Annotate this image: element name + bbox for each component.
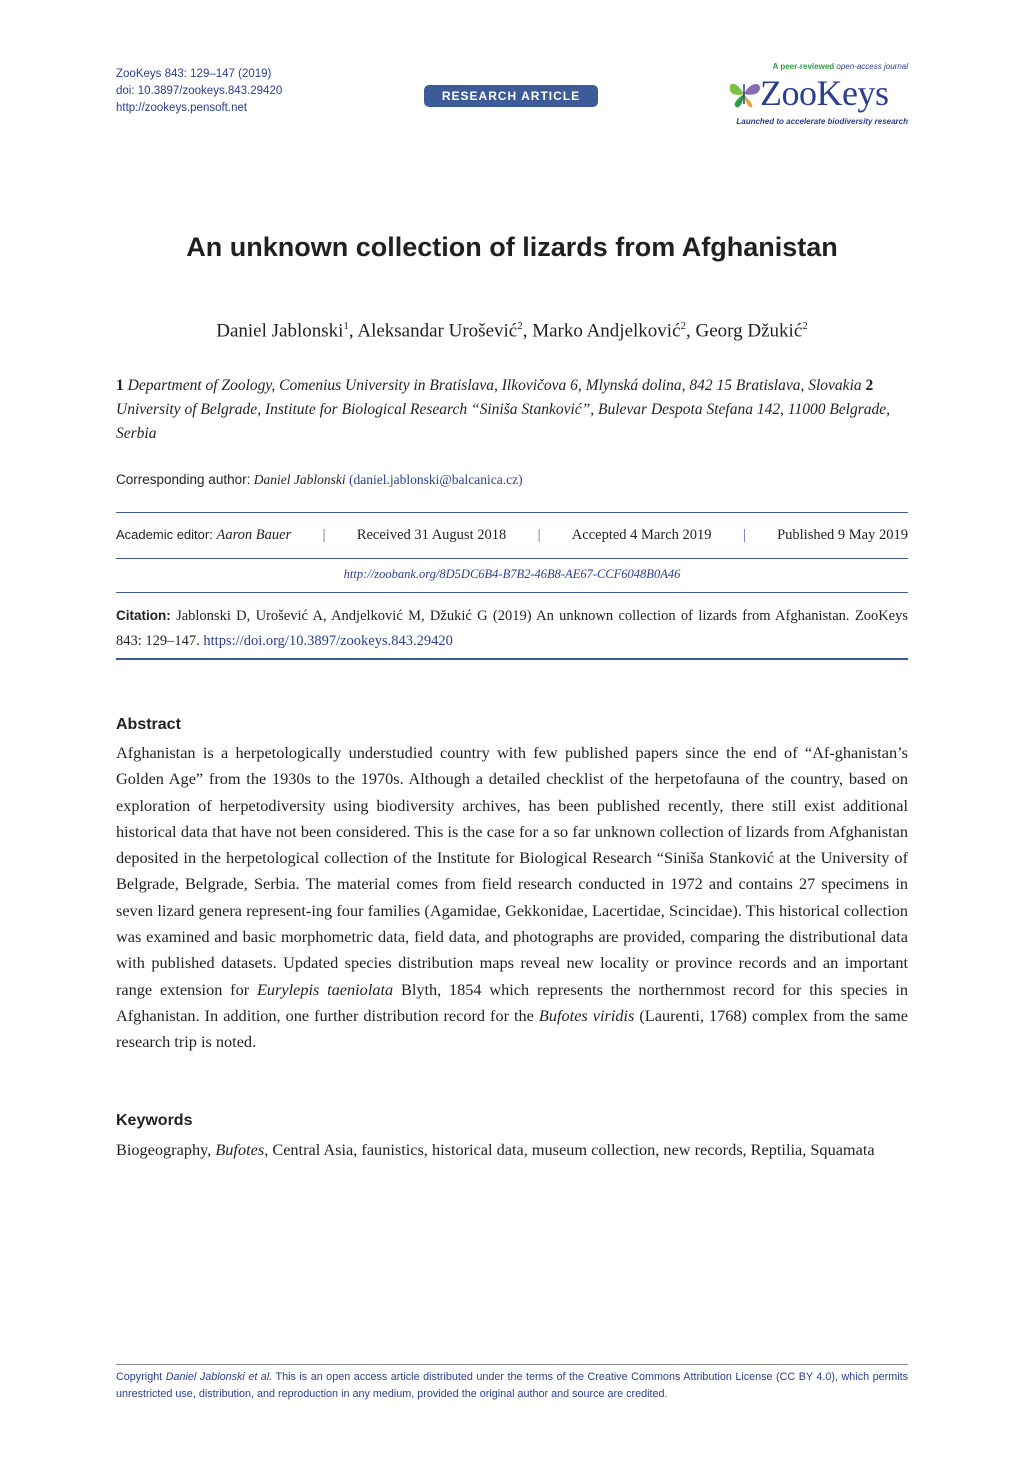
citation-doi-link[interactable]: https://doi.org/10.3897/zookeys.843.29420 [203, 633, 453, 649]
divider [116, 658, 908, 660]
footer-divider [116, 1364, 908, 1365]
abstract-heading: Abstract [116, 716, 181, 733]
zookeys-logo [726, 62, 908, 126]
editor-name: Aaron Bauer [216, 527, 292, 543]
citation [116, 603, 908, 654]
journal-info [116, 66, 282, 117]
author-name: Georg Džukić [695, 320, 803, 342]
copyright-notice: Copyright Daniel Jablonski et al. This is an open access article distributed under the terms of the Creative Commons Attribution License (CC BY 4.0), which permits unrestricted use, distribution, and reproduction in any medium, provided the original author and source are credited. [116, 1371, 909, 1400]
keywords-list: Biogeography, Bufotes, Central Asia, faunistics, historical data, museum collection, new records, Reptilia, Squamata [116, 1140, 875, 1159]
citation-text: Jablonski D, Urošević A, Andjelković M, Džukić G (2019) An unknown collection of lizards from Afghanistan. ZooKeys 843: 129–147. [116, 608, 908, 649]
author-affiliation-mark: 1 [343, 320, 349, 332]
affiliation-text: Department of Zoology, Comenius University in Bratislava, Ilkovičova 6, Mlynská dolina, 842 15 Bratislava, Slovakia [127, 377, 862, 394]
received-date: Received 31 August 2018 [356, 527, 507, 543]
logo-name: ZooKeys [760, 73, 889, 113]
accepted-date: Accepted 4 March 2019 [571, 527, 712, 543]
affiliations [116, 374, 908, 446]
author-name: Daniel Jablonski [216, 320, 344, 342]
author-affiliation-mark: 2 [517, 320, 523, 332]
abstract-body: Afghanistan is a herpetologically understudied country with few published papers since the end of “Af-ghanistan’s Golden Age” from the 1930s to the 1970s. Although a detailed checklist of the herpetofauna of the country, based on exploration of herpetodiversity using biodiversity archives, has been published recently, there still exist additional historical data that have not been considered. This is the case for a so far unknown collection of lizards from Afghanistan deposited in the herpetological collection of the Institute for Biological Research “Siniša Stanković at the University of Belgrade, Belgrade, Serbia. The material comes from field research conducted in 1972 and contains 27 specimens in seven lizard genera represent-ing four families (Agamidae, Gekkonidae, Lacertidae, Scincidae). This historical collection was examined and basic morphometric data, field data, and photographs are provided, comparing the distributional data with published datasets. Updated species distribution maps reveal new locality or province records and an important range extension for Eurylepis taeniolata Blyth, 1854 which represents the northernmost record for this species in Afghanistan. In addition, one further distribution record for the Bufotes viridis (Laurenti, 1768) complex from the same research trip is noted. [116, 743, 908, 1052]
species-name: Bufotes viridis [538, 1005, 635, 1025]
published-date: Published 9 May 2019 [777, 527, 908, 543]
article-type-badge: RESEARCH ARTICLE [424, 85, 598, 107]
keywords-heading: Keywords [116, 1112, 193, 1129]
author-list: Daniel Jablonski$^1$, Aleksandar Urošević$^2$, Marko Andjelković$^2$, Georg Džukić$^2$ [216, 320, 808, 342]
journal-doi[interactable]: doi: 10.3897/zookeys.843.29420 [116, 85, 283, 97]
author-affiliation-mark: 2 [802, 320, 808, 332]
editor-label: Academic editor [116, 527, 210, 542]
divider [116, 558, 908, 559]
species-name: Eurylepis taeniolata [256, 979, 394, 999]
logo-subtitle: Launched to accelerate biodiversity research [736, 117, 908, 126]
affiliation-number: 1 [116, 377, 124, 394]
corresponding-name: Daniel Jablonski [253, 472, 346, 487]
author-name: Aleksandar Urošević [357, 320, 518, 342]
zoobank-link[interactable]: http://zoobank.org/8D5DC6B4-B7B2-46B8-AE67-CCF6048B0A46 [343, 567, 681, 581]
butterfly-icon [726, 76, 764, 110]
affiliation-text: University of Belgrade, Institute for Biological Research “Siniša Stanković”, Bulevar Despota Stefana 142, 11000 Belgrade, Serbia [116, 401, 891, 442]
copyright-holder: Daniel Jablonski et al. [165, 1371, 273, 1383]
author-name: Marko Andjelković [532, 320, 681, 342]
journal-url[interactable]: http://zookeys.pensoft.net [116, 102, 248, 114]
corresponding-author: Corresponding author: Daniel Jablonski (daniel.jablonski@balcanica.cz) [116, 472, 523, 487]
divider [116, 592, 908, 593]
journal-citation-line: ZooKeys 843: 129–147 (2019) [116, 68, 272, 80]
editorial-info: Academic editor: Aaron Bauer | Received 31 August 2018 | Accepted 4 March 2019 | Published 9 May 2019 [116, 527, 908, 543]
affiliation-number: 2 [865, 377, 874, 394]
corresponding-email[interactable]: (daniel.jablonski@balcanica.cz) [348, 472, 523, 487]
author-affiliation-mark: 2 [680, 320, 686, 332]
citation-label: Citation: [116, 608, 171, 623]
divider [116, 512, 908, 513]
logo-tagline: A peer-reviewed open-access journal [772, 62, 908, 71]
article-title: An unknown collection of lizards from Afghanistan [186, 232, 838, 262]
corresponding-label: Corresponding author [116, 472, 247, 487]
